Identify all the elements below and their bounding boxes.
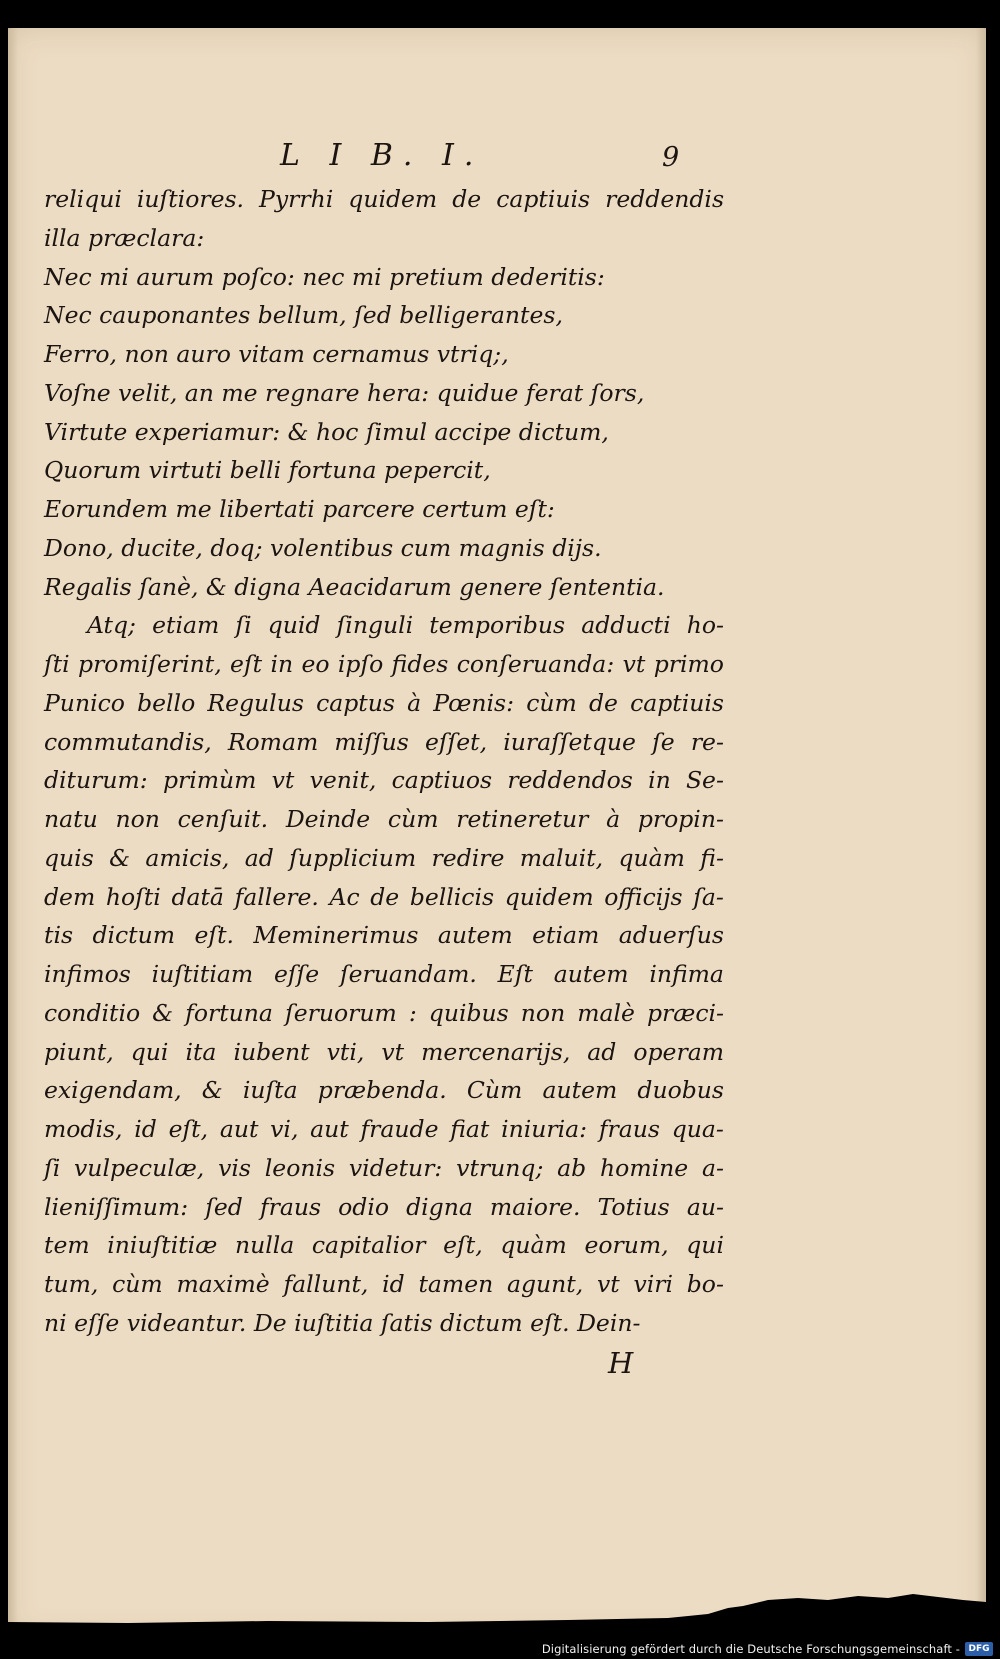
word: iniuria: <box>501 1115 588 1143</box>
word: dictum <box>92 921 176 950</box>
word: Punico <box>44 688 125 717</box>
word: ad <box>244 843 274 872</box>
word: miſſus <box>334 727 409 756</box>
word: officijs <box>604 882 683 911</box>
page-right-edge <box>976 28 986 1638</box>
word: piunt, <box>44 1037 114 1066</box>
word: Pyrrhi <box>259 185 334 213</box>
word: ſa- <box>693 882 724 911</box>
text-line <box>44 916 724 955</box>
word: eo <box>301 650 330 678</box>
word: natu <box>44 805 98 833</box>
signature-mark: H <box>608 1346 634 1380</box>
word: ab <box>557 1153 587 1182</box>
word: infimos <box>44 960 131 988</box>
word: iniuſtitiæ <box>107 1231 218 1260</box>
word: odio <box>338 1192 390 1221</box>
word: ho- <box>686 611 724 640</box>
word: cùm <box>387 805 439 833</box>
word: ſe <box>652 727 675 756</box>
word: ſi <box>44 1153 61 1182</box>
word: modis, <box>44 1115 123 1143</box>
word: maiore. <box>489 1192 581 1221</box>
word: nulla <box>234 1231 295 1260</box>
text-line <box>44 800 724 839</box>
word: ſeruandam. <box>339 960 477 988</box>
word: eſt. <box>194 921 234 950</box>
word: ſi <box>235 611 252 640</box>
text-line <box>44 1265 724 1304</box>
word: cùm <box>526 688 577 717</box>
text-line: Dono, ducite, doq; volentibus cum magnis dijs. <box>44 533 602 562</box>
word: ſinguli <box>336 611 414 640</box>
word: viri <box>633 1270 674 1298</box>
word: ſupplicium <box>289 843 417 872</box>
word: bello <box>137 688 196 717</box>
text-line <box>44 839 724 878</box>
word: cenſuit. <box>177 805 269 833</box>
word: dem <box>44 882 96 911</box>
text-line: Quorum virtuti belli fortuna pepercit, <box>44 456 491 485</box>
word: iuraſſetque <box>503 727 636 756</box>
word: Atq; <box>87 611 136 640</box>
text-line <box>44 684 724 723</box>
word: in <box>270 650 294 678</box>
book-page <box>8 28 986 1638</box>
word: bellicis <box>409 882 495 911</box>
word: Eſt <box>497 960 533 988</box>
word: autem <box>542 1076 618 1105</box>
word: eſſet, <box>424 727 488 756</box>
word: duobus <box>637 1076 724 1105</box>
word: iuſtitiam <box>151 960 254 988</box>
word: venit, <box>309 766 377 795</box>
torn-bottom-edge <box>8 1518 986 1638</box>
text-line <box>44 1188 724 1227</box>
word: eſſe <box>273 960 320 988</box>
dfg-logo-icon: DFG <box>965 1642 993 1656</box>
word: tum, <box>44 1270 99 1298</box>
word: vt <box>271 766 295 795</box>
text-line <box>44 1110 724 1149</box>
word: aut <box>310 1115 349 1143</box>
word: bo- <box>686 1270 724 1298</box>
word: fides <box>391 650 449 678</box>
word: exigendam, <box>44 1076 182 1105</box>
word: eſt <box>230 650 263 678</box>
funding-credit: Digitalisierung gefördert durch die Deutsche Forschungsgemeinschaft - <box>541 1642 960 1656</box>
word: ipſo <box>337 650 384 678</box>
word: vt <box>596 1270 620 1298</box>
word: ſti <box>44 650 70 678</box>
word: quidem <box>504 882 594 911</box>
word: Pœnis: <box>433 688 515 717</box>
word: præci- <box>647 998 724 1027</box>
word: aut <box>219 1115 259 1143</box>
word: agunt, <box>506 1270 584 1298</box>
word: iubent <box>233 1037 310 1066</box>
word: Romam <box>227 727 319 756</box>
word: infima <box>649 960 724 988</box>
word: propin- <box>637 805 724 833</box>
word: primo <box>653 650 724 678</box>
word: captiuis <box>496 185 591 213</box>
text-line: Virtute experiamur: & hoc ſimul accipe dictum, <box>44 417 609 446</box>
word: vis <box>218 1153 251 1182</box>
text-line <box>44 723 724 762</box>
word: videtur: <box>348 1153 443 1182</box>
word: de <box>370 882 400 911</box>
text-line <box>44 955 724 994</box>
word: fallunt, <box>283 1270 369 1298</box>
word: digna <box>406 1192 473 1221</box>
word: etiam <box>532 921 600 950</box>
text-line: Nec mi aurum poſco: nec mi pretium dederitis: <box>44 262 605 291</box>
word: amicis, <box>145 843 230 872</box>
word: id <box>382 1270 405 1298</box>
word: fortuna <box>185 998 273 1027</box>
word: vti, <box>326 1037 365 1066</box>
word: ſeruorum <box>285 998 397 1027</box>
text-line: illa præclara: <box>44 223 205 252</box>
word: tem <box>44 1231 90 1260</box>
word: præbenda. <box>317 1076 447 1105</box>
word: primùm <box>162 766 257 795</box>
text-line: Nec cauponantes bellum, ſed belligerantes, <box>44 301 563 330</box>
word: fraus <box>598 1115 660 1143</box>
word: promiſerint, <box>78 650 222 678</box>
page-number: 9 <box>662 142 680 173</box>
word: Ac <box>329 882 360 911</box>
word: iuſtiores. <box>136 185 245 213</box>
word: & <box>201 1076 223 1105</box>
word: commutandis, <box>44 727 212 756</box>
word: homine <box>600 1153 689 1182</box>
word: fraus <box>259 1192 322 1221</box>
text-line <box>44 878 724 917</box>
text-line <box>44 1226 724 1265</box>
word: eſt, <box>168 1115 209 1143</box>
page-left-edge <box>8 28 18 1638</box>
text-line <box>44 180 724 219</box>
word: non <box>115 805 160 833</box>
word: captiuis <box>630 688 724 717</box>
word: cùm <box>112 1270 163 1298</box>
word: fiat <box>450 1115 490 1143</box>
word: quàm <box>500 1231 567 1260</box>
word: maluit, <box>519 843 604 872</box>
word: fallere. <box>234 882 319 911</box>
word: à <box>606 805 621 833</box>
text-line <box>44 1149 724 1188</box>
word: Se- <box>685 766 724 795</box>
word: reddendis <box>605 185 724 213</box>
word: reliqui <box>44 185 122 213</box>
footer-strip <box>0 1638 1000 1659</box>
word: quàm <box>618 843 685 872</box>
word: tis <box>44 921 74 950</box>
word: eſt, <box>443 1231 483 1260</box>
word: quid <box>267 611 321 640</box>
word: redire <box>431 843 505 872</box>
word: de <box>452 185 482 213</box>
word: diturum: <box>44 766 148 795</box>
word: maximè <box>176 1270 270 1298</box>
word: iuſta <box>242 1076 298 1105</box>
word: operam <box>633 1037 724 1066</box>
word: ita <box>185 1037 217 1066</box>
word: de <box>588 688 618 717</box>
word: : <box>408 998 417 1027</box>
word: Cùm <box>466 1076 523 1105</box>
word: malè <box>577 998 635 1027</box>
word: datā <box>171 882 224 911</box>
word: autem <box>553 960 629 988</box>
text-line: Ferro, non auro vitam cernamus vtriq;, <box>44 340 509 368</box>
word: tamen <box>418 1270 494 1298</box>
word: retineretur <box>456 805 589 833</box>
word: aduerſus <box>618 921 724 950</box>
word: & <box>152 998 174 1027</box>
word: quis <box>44 843 94 872</box>
word: captus <box>316 688 395 717</box>
word: id <box>134 1115 157 1143</box>
text-line <box>44 1071 724 1110</box>
word: Deinde <box>285 805 371 833</box>
word: hoſti <box>105 882 161 911</box>
word: etiam <box>152 611 220 640</box>
word: fraude <box>360 1115 439 1143</box>
text-line: Voſne velit, an me regnare hera: quidue ferat ſors, <box>44 378 645 407</box>
word: capitalior <box>311 1231 426 1260</box>
word: in <box>648 766 671 795</box>
word: à <box>407 688 422 717</box>
word: au- <box>686 1192 724 1221</box>
word: qua- <box>671 1115 724 1143</box>
running-head: L I B. I. <box>280 138 484 173</box>
word: quidem <box>348 185 438 213</box>
word: non <box>520 998 566 1027</box>
word: reddendos <box>507 766 633 795</box>
word: vulpeculæ, <box>74 1153 205 1182</box>
word: fi- <box>700 843 724 872</box>
text-line <box>44 645 724 684</box>
word: vt <box>622 650 646 678</box>
text-line <box>44 1033 724 1072</box>
word: vt <box>381 1037 405 1066</box>
word: temporibus <box>429 611 566 640</box>
text-line: Regalis ſanè, & digna Aeacidarum genere ſententia. <box>44 572 665 601</box>
word: qui <box>686 1231 724 1260</box>
body-text <box>44 180 724 1343</box>
word: Meminerimus <box>253 921 419 950</box>
word: adducti <box>581 611 671 640</box>
text-line <box>44 994 724 1033</box>
text-line: Eorundem me libertati parcere certum eſt: <box>44 495 555 523</box>
word: ſed <box>205 1192 243 1221</box>
text-line <box>44 761 724 800</box>
text-line: ni eſſe videantur. De iuſtitia ſatis dictum eſt. Dein- <box>44 1308 641 1337</box>
word: a- <box>701 1153 724 1182</box>
word: leonis <box>264 1153 336 1182</box>
word: Totius <box>597 1192 670 1221</box>
word: vi, <box>270 1115 299 1143</box>
word: conſeruanda: <box>456 650 615 678</box>
word: captiuos <box>391 766 493 795</box>
text-line <box>44 606 724 645</box>
word: lieniſſimum: <box>44 1192 189 1221</box>
page-headline <box>8 138 986 180</box>
word: Regulus <box>207 688 304 717</box>
word: quibus <box>428 998 509 1027</box>
word: vtrunq; <box>456 1153 544 1182</box>
word: conditio <box>44 998 141 1027</box>
word: mercenarijs, <box>421 1037 571 1066</box>
word: re- <box>690 727 724 756</box>
word: qui <box>130 1037 169 1066</box>
word: ad <box>587 1037 617 1066</box>
word: eorum, <box>584 1231 669 1260</box>
word: & <box>109 843 131 872</box>
word: autem <box>437 921 513 950</box>
